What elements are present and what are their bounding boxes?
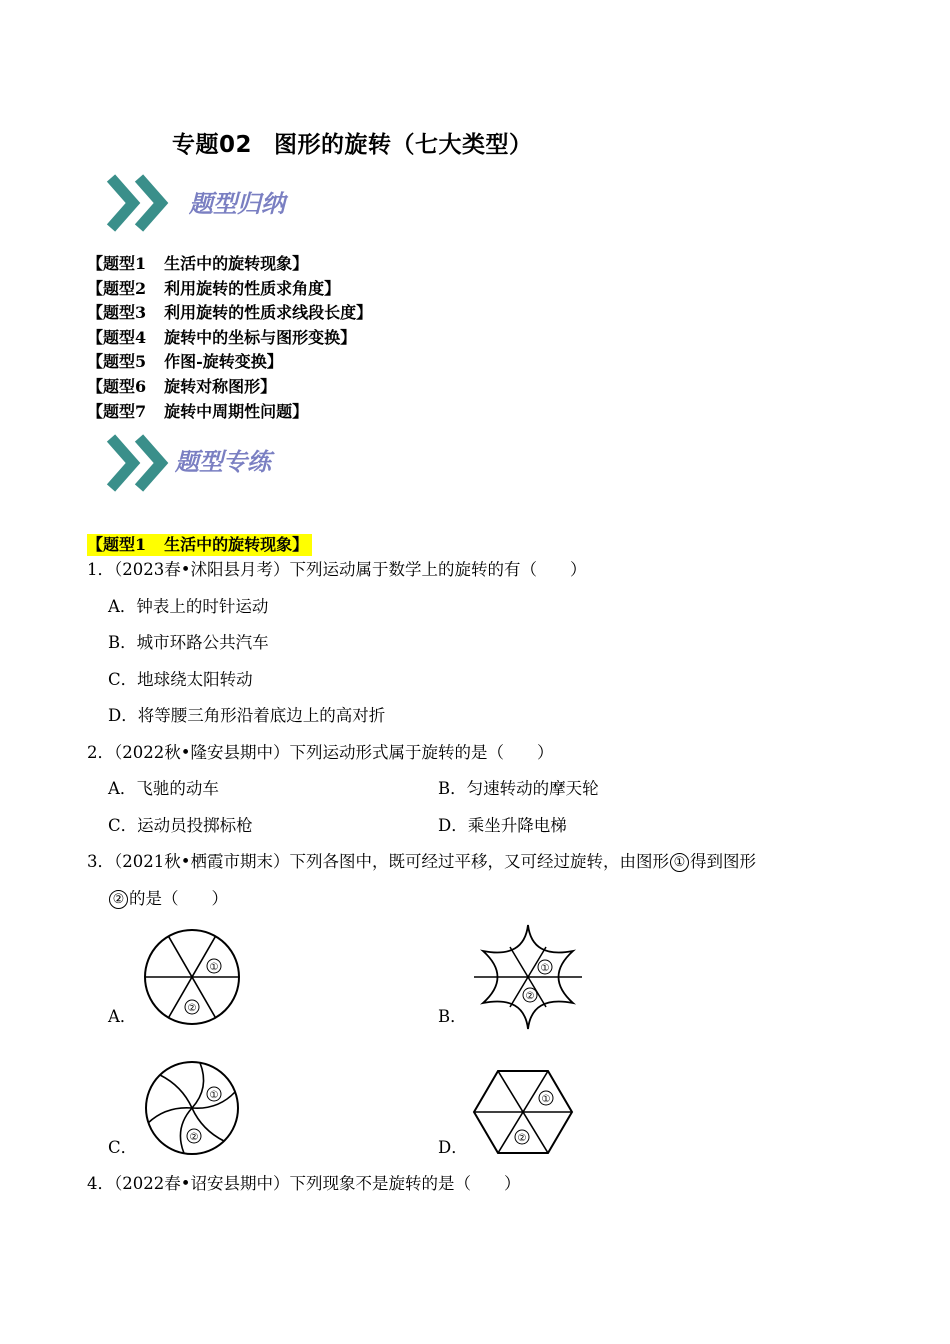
q2-option-a[interactable]: A．飞驰的动车 <box>108 779 219 798</box>
toc-item[interactable]: 【题型7 旋转中周期性问题】 <box>87 401 309 421</box>
figure-b-curved-star[interactable] <box>470 922 586 1032</box>
question-4-stem: 4．（2022春•诏安县期中）下列现象不是旋转的是（ ） <box>87 1174 521 1193</box>
question-3-stem-cont: ② 的是（ ） <box>108 888 228 910</box>
toc-list <box>87 252 372 424</box>
q1-option-c[interactable]: C．地球绕太阳转动 <box>108 670 253 689</box>
q1-option-d[interactable]: D．将等腰三角形沿着底边上的高对折 <box>108 706 386 725</box>
q2-option-d[interactable]: D．乘坐升降电梯 <box>438 816 567 835</box>
circled-2: ② <box>109 890 128 909</box>
fig-label: ① <box>209 962 219 973</box>
q2-option-b[interactable]: B．匀速转动的摩天轮 <box>438 779 599 798</box>
summary-banner-text: 题型归纳 <box>189 190 285 218</box>
figure-d-hexagon[interactable] <box>470 1068 576 1158</box>
title-sub: 图形的旋转（七大类型） <box>274 132 533 158</box>
figure-c-spiral-circle[interactable] <box>140 1058 244 1158</box>
practice-banner <box>103 432 323 494</box>
question-1-stem: 1．（2023春•沭阳县月考）下列运动属于数学上的旋转的有（ ） <box>87 560 587 579</box>
double-chevron-icon <box>103 172 323 234</box>
q2-option-c[interactable]: C．运动员投掷标枪 <box>108 816 253 835</box>
fig-label: ② <box>187 1003 197 1014</box>
q1-option-a[interactable]: A．钟表上的时针运动 <box>108 597 269 616</box>
question-2-stem: 2．（2022秋•隆安县期中）下列运动形式属于旋转的是（ ） <box>87 743 554 762</box>
q3-option-d[interactable]: D． <box>438 1138 468 1157</box>
q3-option-c[interactable]: C． <box>108 1138 138 1157</box>
toc-item[interactable]: 【题型6 旋转对称图形】 <box>87 376 277 396</box>
fig-label: ② <box>525 991 535 1002</box>
practice-banner-text: 题型专练 <box>175 448 271 476</box>
page-title <box>172 126 533 159</box>
toc-item[interactable]: 【题型2 利用旋转的性质求角度】 <box>87 278 341 298</box>
circled-1: ① <box>670 853 689 872</box>
q3-option-b[interactable]: B． <box>438 1007 467 1026</box>
summary-banner <box>103 172 323 234</box>
figure-a-circle-sectors[interactable] <box>140 928 244 1028</box>
double-chevron-icon <box>103 432 323 494</box>
fig-label: ② <box>189 1132 199 1143</box>
title-main: 专题02 <box>172 132 253 158</box>
question-3-stem: 3．（2021秋•栖霞市期末）下列各图中，既可经过平移，又可经过旋转，由图形 ① 得到图形 <box>87 852 756 871</box>
q1-option-b[interactable]: B．城市环路公共汽车 <box>108 633 269 652</box>
fig-label: ① <box>209 1090 219 1101</box>
toc-item[interactable]: 【题型5 作图-旋转变换】 <box>87 352 283 372</box>
fig-label: ② <box>517 1133 527 1144</box>
q3-option-a[interactable]: A． <box>108 1007 137 1026</box>
toc-item[interactable]: 【题型4 旋转中的坐标与图形变换】 <box>87 327 357 347</box>
toc-item[interactable]: 【题型3 利用旋转的性质求线段长度】 <box>87 303 373 323</box>
toc-item[interactable]: 【题型1 生活中的旋转现象】 <box>87 254 309 273</box>
section-heading: 【题型1 生活中的旋转现象】 <box>87 534 312 556</box>
fig-label: ① <box>540 963 550 974</box>
fig-label: ① <box>541 1094 551 1105</box>
